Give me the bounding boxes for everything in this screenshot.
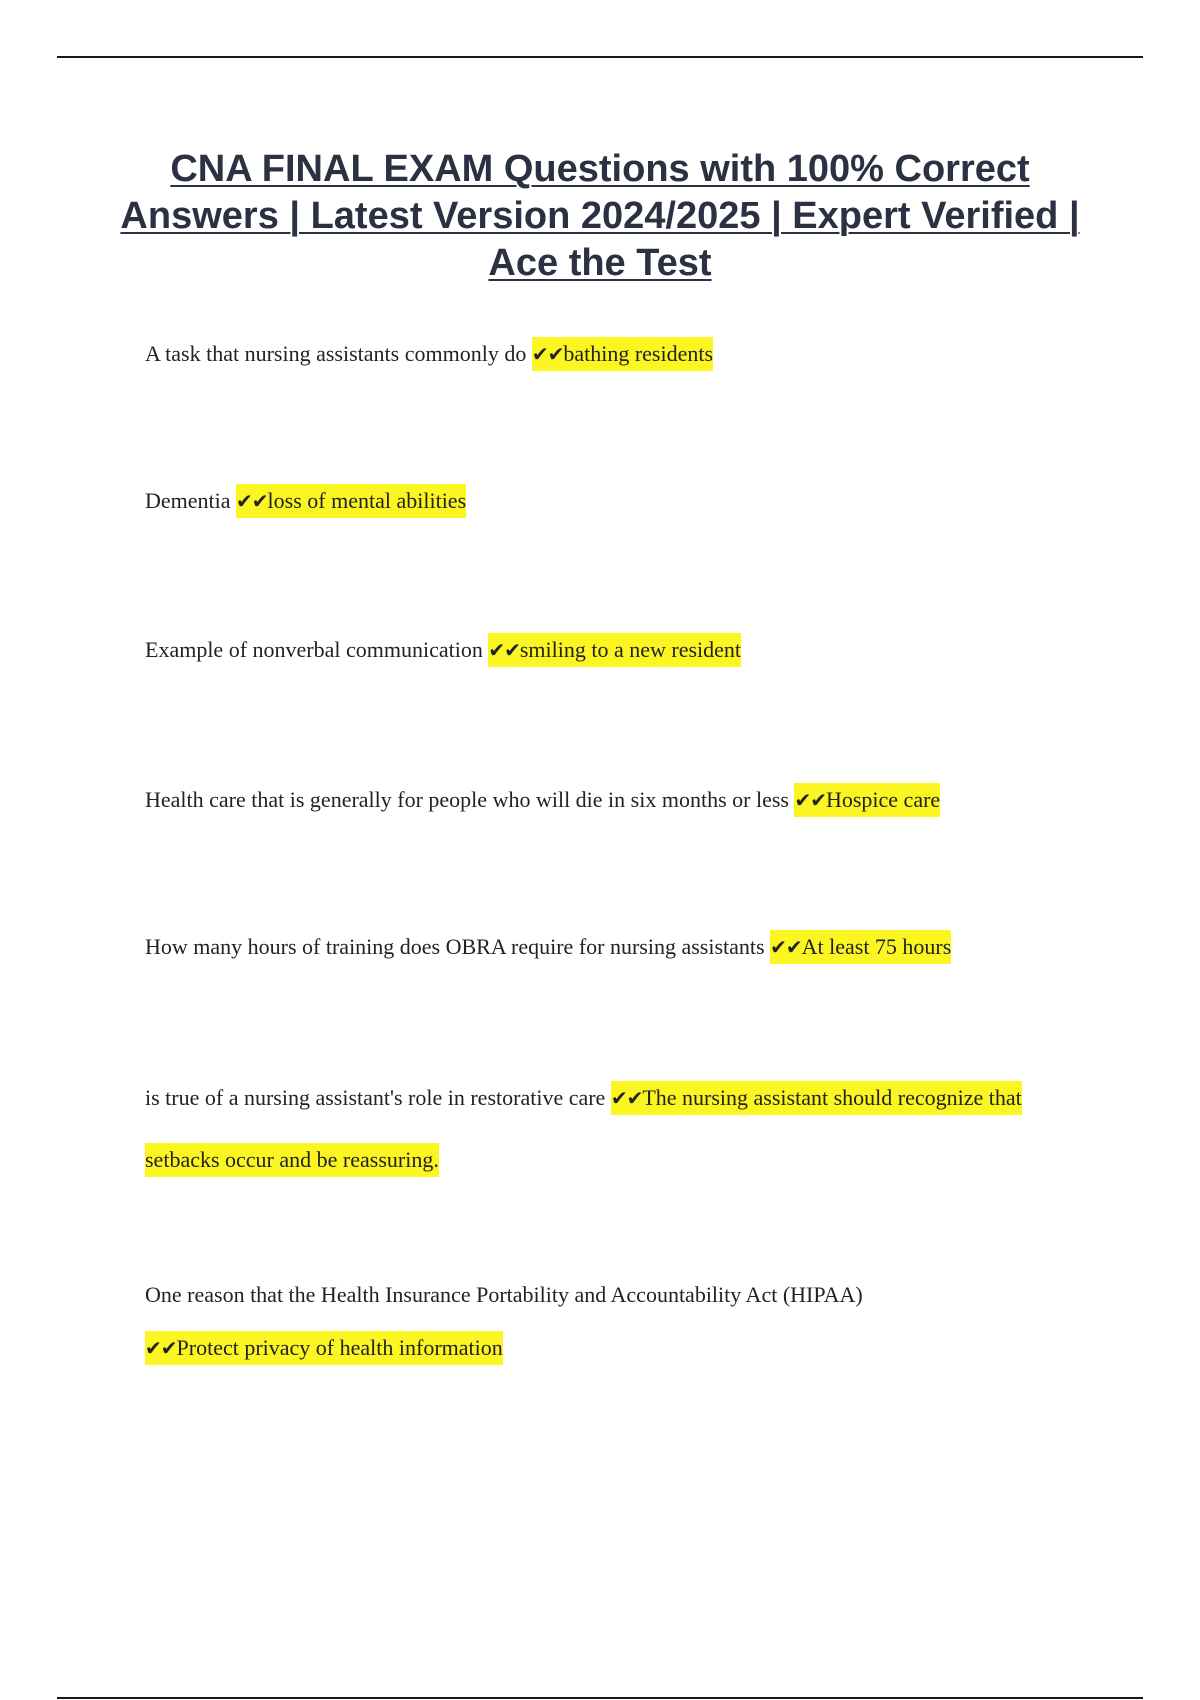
question-text: How many hours of training does OBRA require for nursing assistants	[145, 934, 765, 959]
answer-text: At least 75 hours	[801, 934, 952, 959]
answer-text: smiling to a new resident	[519, 637, 742, 662]
answer-highlight	[770, 930, 951, 964]
double-check-icon: ✔✔	[770, 935, 802, 959]
double-check-icon: ✔✔	[236, 489, 268, 513]
document-title: CNA FINAL EXAM Questions with 100% Correct Answers | Latest Version 2024/2025 | Expert Verified | Ace the Test	[120, 148, 1080, 284]
qa-item-4	[145, 770, 1045, 830]
answer-highlight	[532, 337, 713, 371]
double-check-icon: ✔✔	[531, 342, 564, 366]
qa-item-6	[145, 1067, 1045, 1190]
double-check-icon: ✔✔	[794, 788, 826, 812]
question-text: Health care that is generally for people who will die in six months or less	[145, 787, 789, 812]
answer-highlight	[488, 633, 741, 667]
qa-item-2	[145, 471, 1045, 531]
qa-item-3	[145, 620, 1045, 680]
double-check-icon: ✔✔	[610, 1086, 643, 1110]
answer-text: bathing residents	[563, 341, 714, 366]
answer-text: Hospice care	[825, 787, 941, 812]
answer-highlight	[236, 484, 466, 518]
question-text: Example of nonverbal communication	[145, 637, 483, 662]
top-rule	[57, 56, 1143, 58]
qa-item-5	[145, 917, 1045, 977]
double-check-icon: ✔✔	[145, 1336, 177, 1360]
question-text: is true of a nursing assistant's role in restorative care	[145, 1085, 606, 1110]
qa-item-1	[145, 324, 1045, 384]
answer-text: loss of mental abilities	[267, 488, 467, 513]
answer-text: The nursing assistant should recognize that setbacks occur and be reassuring.	[145, 1085, 1022, 1172]
answer-highlight	[794, 783, 940, 817]
question-text: A task that nursing assistants commonly do	[145, 341, 527, 366]
qa-item-7	[145, 1268, 1045, 1375]
double-check-icon: ✔✔	[488, 638, 520, 662]
answer-highlight	[145, 1331, 503, 1365]
question-text: Dementia	[145, 488, 231, 513]
question-text: One reason that the Health Insurance Portability and Accountability Act (HIPAA)	[145, 1282, 863, 1307]
answer-text: Protect privacy of health information	[176, 1335, 503, 1360]
bottom-rule	[57, 1697, 1143, 1699]
